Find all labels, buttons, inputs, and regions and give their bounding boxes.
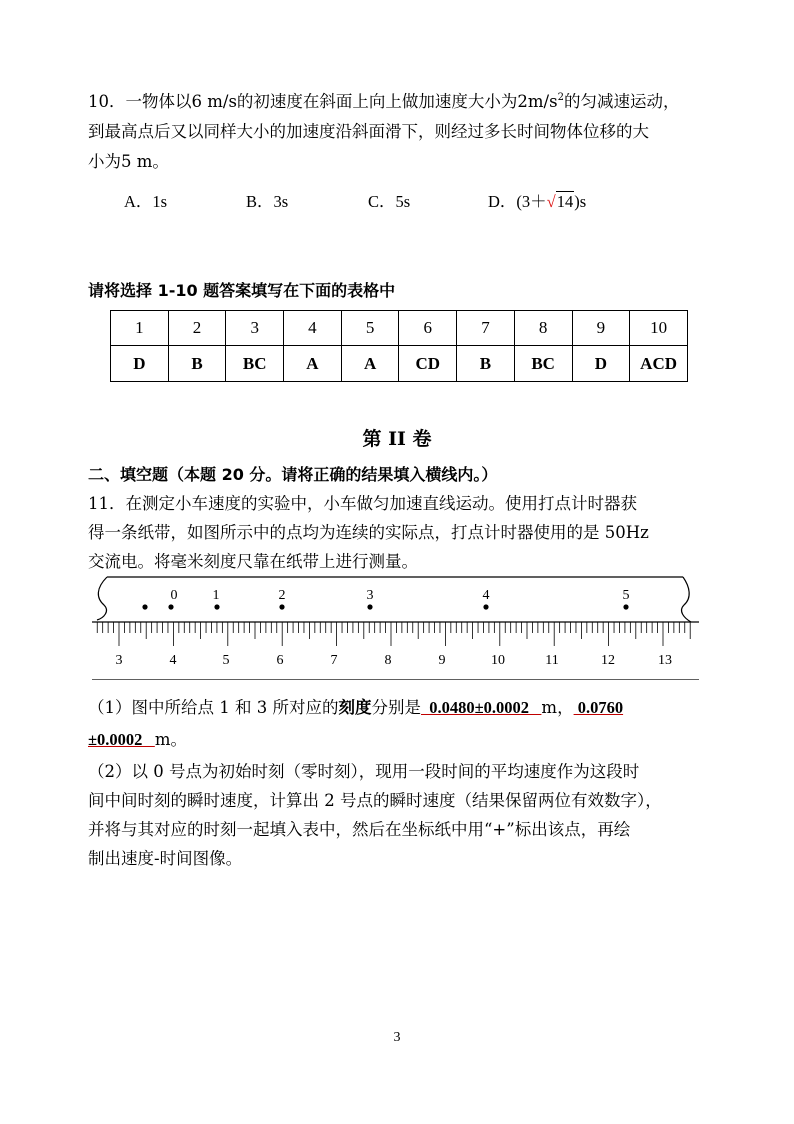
tape-dot	[367, 604, 372, 609]
section-heading: 二、填空题（本题 20 分。请将正确的结果填入横线内。）	[88, 465, 498, 484]
table-cell: 2	[168, 311, 226, 346]
table-cell: B	[168, 346, 226, 382]
table-cell: D	[111, 346, 169, 382]
tape-dot	[483, 604, 488, 609]
section-title: 第 II 卷	[362, 428, 432, 450]
q10-line-3: 小为5 m。	[88, 152, 169, 171]
tape-label: 0	[170, 588, 178, 603]
answer-table-number-row	[111, 311, 688, 346]
table-cell: B	[457, 346, 515, 382]
q10-line-2: 到最高点后又以同样大小的加速度沿斜面滑下，则经过多长时间物体位移的大	[88, 122, 649, 141]
q10-option-d: D．(3＋√14)s	[488, 192, 587, 211]
answer-blank-2-part1: 0.0760	[573, 698, 624, 717]
table-cell: A	[284, 346, 342, 382]
ruler-label: 3	[115, 653, 123, 668]
ruler-label: 11	[545, 653, 559, 668]
q10-option-b: B．3s	[246, 192, 289, 211]
q11-line-2: 得一条纸带，如图所示中的点均为连续的实际点，打点计时器使用的是 50Hz	[88, 523, 649, 542]
q11-line-3: 交流电。将毫米刻度尺靠在纸带上进行测量。	[88, 552, 418, 571]
tape-label: 4	[482, 588, 490, 603]
q11-part2-line-4: 制出速度-时间图像。	[88, 849, 243, 868]
table-cell: 8	[514, 311, 572, 346]
table-cell: 5	[341, 311, 399, 346]
table-cell: 6	[399, 311, 457, 346]
table-cell: BC	[226, 346, 284, 382]
q10-option-c: C．5s	[368, 192, 411, 211]
q11-part1-line-1: （1）图中所给点 1 和 3 所对应的刻度分别是 0.0480±0.0002 m， 0.0760	[88, 698, 624, 717]
ruler-label: 13	[658, 653, 672, 668]
answer-blank-2-part2: ±0.0002	[88, 730, 155, 749]
table-cell: 1	[111, 311, 169, 346]
keyword-scale: 刻度	[338, 698, 372, 717]
tape-dot	[168, 604, 173, 609]
tape-dot	[142, 604, 147, 609]
ruler-label: 5	[222, 653, 230, 668]
table-cell: 3	[226, 311, 284, 346]
table-cell: 4	[284, 311, 342, 346]
paper-tape	[97, 577, 691, 622]
q11-part1-line-2: ±0.0002 m。	[88, 730, 187, 749]
table-cell: CD	[399, 346, 457, 382]
tape-ruler-figure	[0, 570, 794, 680]
table-cell: A	[341, 346, 399, 382]
ruler-label: 10	[491, 653, 505, 668]
tape-label: 1	[212, 588, 220, 603]
tape-label: 2	[278, 588, 286, 603]
q10-line-1: 10．一物体以6 m/s的初速度在斜面上向上做加速度大小为$2m/s^2$的匀减速运动，	[88, 92, 680, 111]
ruler-label: 8	[384, 653, 392, 668]
answer-table	[110, 310, 688, 382]
page-number: 3	[393, 1030, 401, 1045]
ruler-label: 12	[601, 653, 615, 668]
q11-part2-line-2: 间中间时刻的瞬时速度，计算出 2 号点的瞬时速度（结果保留两位有效数字），	[88, 791, 662, 810]
tape-dot	[214, 604, 219, 609]
table-cell: 7	[457, 311, 515, 346]
table-cell: D	[572, 346, 630, 382]
answer-table-instruction: 请将选择 1-10 题答案填写在下面的表格中	[88, 281, 396, 300]
ruler-label: 7	[330, 653, 338, 668]
ruler-label: 4	[169, 653, 177, 668]
tape-label: 3	[366, 588, 374, 603]
tape-label: 5	[622, 588, 630, 603]
ruler-label: 9	[438, 653, 446, 668]
table-cell: ACD	[630, 346, 688, 382]
q11-part2-line-3: 并将与其对应的时刻一起填入表中，然后在坐标纸中用“+”标出该点，再绘	[88, 820, 631, 839]
table-cell: 10	[630, 311, 688, 346]
answer-blank-1: 0.0480±0.0002	[420, 698, 542, 717]
ruler	[92, 622, 699, 680]
q11-line-1: 11．在测定小车速度的实验中，小车做匀加速直线运动。使用打点计时器获	[88, 494, 637, 513]
ruler-label: 6	[276, 653, 284, 668]
q10-option-a: A．1s	[124, 192, 168, 211]
table-cell: 9	[572, 311, 630, 346]
tape-dots	[142, 604, 628, 609]
answer-table-answer-row	[111, 346, 688, 382]
q11-part2-line-1: （2）以 0 号点为初始时刻（零时刻），现用一段时间的平均速度作为这段时	[88, 762, 640, 781]
tape-dot	[623, 604, 628, 609]
tape-dot	[279, 604, 284, 609]
sqrt-symbol: √	[546, 192, 556, 211]
table-cell: BC	[514, 346, 572, 382]
